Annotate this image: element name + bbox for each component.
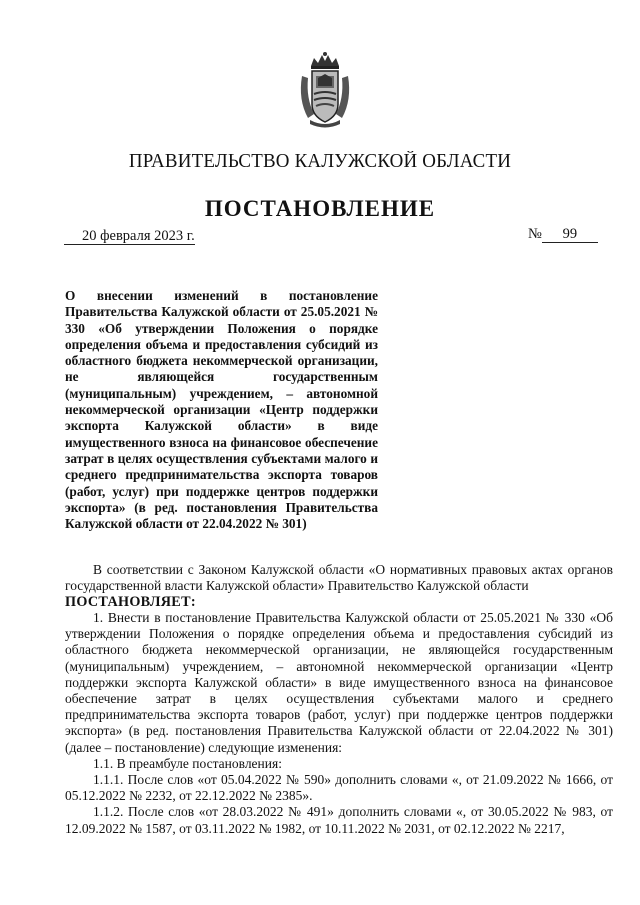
- item-1-1-2: 1.1.2. После слов «от 28.03.2022 № 491» дополнить словами «, от 30.05.2022 № 983, от 12.09.2022 № 1587, от 03.11.2022 № 1982, от 10.11.2022 № 2031, от 02.12.2022 № 2217,: [65, 804, 613, 836]
- number-prefix: №: [528, 226, 542, 242]
- item-1-1-1: 1.1.1. После слов «от 05.04.2022 № 590» дополнить словами «, от 21.09.2022 № 1666, от 05.12.2022 № 2232, от 22.12.2022 № 2385».: [65, 772, 613, 804]
- date-value: 20 февраля 2023 г.: [64, 228, 195, 245]
- government-title: ПРАВИТЕЛЬСТВО КАЛУЖСКОЙ ОБЛАСТИ: [128, 151, 512, 172]
- preamble-text: В соответствии с Законом Калужской области «О нормативных правовых актах органов государственной власти Калужской области» Правительство Калужской области: [65, 562, 613, 594]
- preamble: [65, 562, 613, 611]
- resolution-items: [65, 610, 613, 837]
- resolves-keyword: ПОСТАНОВЛЯЕТ:: [65, 594, 196, 611]
- number-value: 99: [542, 226, 598, 243]
- item-1-1: 1.1. В преамбуле постановления:: [93, 755, 282, 771]
- document-type-title: ПОСТАНОВЛЕНИЕ: [204, 196, 436, 221]
- kaluga-coat-of-arms-emblem: [296, 52, 354, 128]
- document-subject: О внесении изменений в постановление Правительства Калужской области от 25.05.2021 № 330 «Об утверждении Положения о порядке определения объема и предоставления субсидий из областного бюджета некоммерческой организации, не являющейся государственным (муниципальным) учреждением, – автономной некоммерческой организации «Центр поддержки экспорта Калужской области» в виде имущественного взноса на финансовое обеспечение затрат в целях осуществления субъектами малого и среднего предпринимательства экспорта товаров (работ, услуг) при поддержке центров поддержки экспорта» (в ред. постановления Правительства Калужской области от 22.04.2022 № 301): [65, 288, 378, 532]
- document-number: [528, 226, 598, 243]
- item-1: 1. Внести в постановление Правительства Калужской области от 25.05.2021 № 330 «Об утверждении Положения о порядке определения объема и предоставления субсидий из областного бюджета некоммерческой организации, не являющейся государственным (муниципальным) учреждением, – автономной некоммерческой организации «Центр поддержки экспорта Калужской области» в виде имущественного взноса на финансовое обеспечение затрат в целях осуществления субъектами малого и среднего предпринимательства экспорта товаров (работ, услуг) при поддержке центров поддержки экспорта» (в ред. постановления Правительства Калужской области от 22.04.2022 № 301) (далее – постановление) следующие изменения:: [65, 610, 613, 755]
- document-date: [64, 228, 195, 245]
